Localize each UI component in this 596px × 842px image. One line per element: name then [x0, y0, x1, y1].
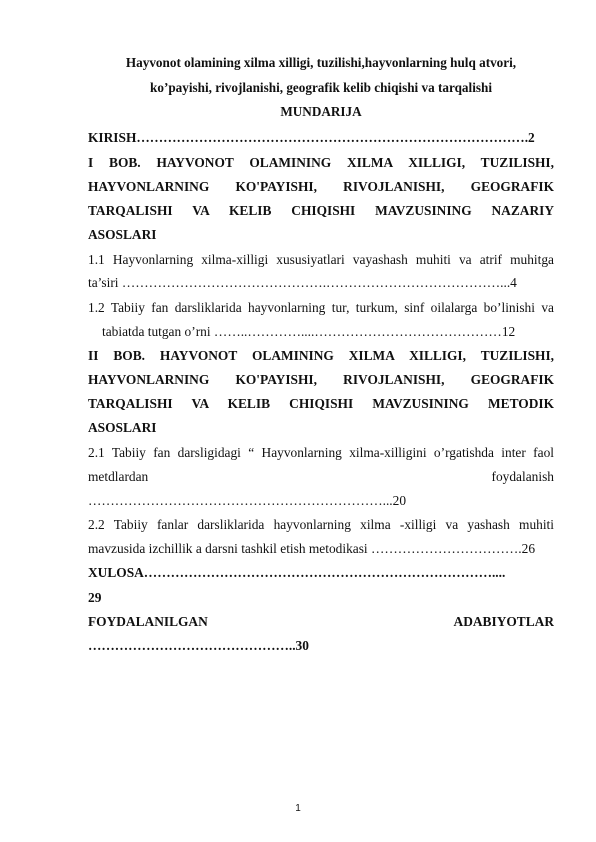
toc-section-2-2-line-2: mavzusida izchillik a darsni tashkil etish metodikasi …………………………….26 — [88, 541, 536, 556]
page-number: 1 — [295, 803, 301, 814]
toc-section-2-1-word-right: foydalanish — [491, 469, 554, 484]
toc-chapter-2-line-2: HAYVONLARNING KO'PAYISHI, RIVOJLANISHI, GEOGRAFIK — [88, 372, 554, 387]
toc-section-2-1-word-left: metdlardan — [88, 469, 149, 484]
toc-entry-xulosa-page: 29 — [88, 590, 102, 605]
toc-entry-xulosa: XULOSA…………………………………………………………………….... — [88, 565, 506, 580]
toc-entry-kirish: KIRISH…………………………………………………………………………….2 — [88, 130, 535, 145]
toc-chapter-1-line-2: HAYVONLARNING KO'PAYISHI, RIVOJLANISHI, GEOGRAFIK — [88, 179, 554, 194]
toc-section-1-2-line-2: tabiatda tutgan o’rni ……..…………....……………………………………12 — [102, 324, 516, 339]
document-title-line-1: Hayvonot olamining xilma xilligi, tuzilishi,hayvonlarning hulq atvori, — [125, 55, 517, 70]
toc-section-2-1-line-1: 2.1 Tabiiy fan darsligidagi “ Hayvonlarning xilma-xilligini o’rgatishda inter faol — [88, 445, 554, 460]
toc-chapter-2-line-1: II BOB. HAYVONOT OLAMINING XILMA XILLIGI, TUZILISHI, — [88, 348, 554, 363]
toc-references-word-left: FOYDALANILGAN — [88, 614, 208, 629]
toc-chapter-2-line-4: ASOSLARI — [88, 420, 157, 435]
toc-chapter-1-line-4: ASOSLARI — [88, 227, 157, 242]
toc-section-2-1-line-2 — [88, 467, 554, 486]
toc-chapter-1-line-1: I BOB. HAYVONOT OLAMINING XILMA XILLIGI, TUZILISHI, — [88, 155, 554, 170]
toc-entry-references-page: ………………………………………..30 — [88, 638, 309, 653]
toc-section-2-1-line-3: …………………………………………………………...20 — [88, 493, 407, 508]
toc-section-1-1-line-1: 1.1 Hayvonlarning xilma-xilligi xususiyatlari vayashash muhiti va atrif muhitga — [88, 252, 554, 267]
toc-section-1-1-line-2: ta’siri ……………………………………….…………………………………...4 — [88, 275, 517, 290]
document-title-line-2: ko’payishi, rivojlanishi, geografik kelib chiqishi va tarqalishi — [150, 80, 492, 95]
toc-references-word-right: ADABIYOTLAR — [453, 614, 554, 629]
contents-heading: MUNDARIJA — [280, 104, 362, 119]
toc-chapter-1-line-3: TARQALISHI VA KELIB CHIQISHI MAVZUSINING NAZARIY — [88, 203, 554, 218]
toc-chapter-2-line-3: TARQALISHI VA KELIB CHIQISHI MAVZUSINING METODIK — [88, 396, 554, 411]
toc-section-2-2-line-1: 2.2 Tabiiy fanlar darsliklarida hayvonlarning xilma -xilligi va yashash muhiti — [88, 517, 554, 532]
toc-entry-references — [88, 612, 554, 631]
toc-section-1-2-line-1: 1.2 Tabiiy fan darsliklarida hayvonlarning tur, turkum, sinf oilalarga bo’linishi va — [88, 300, 554, 315]
